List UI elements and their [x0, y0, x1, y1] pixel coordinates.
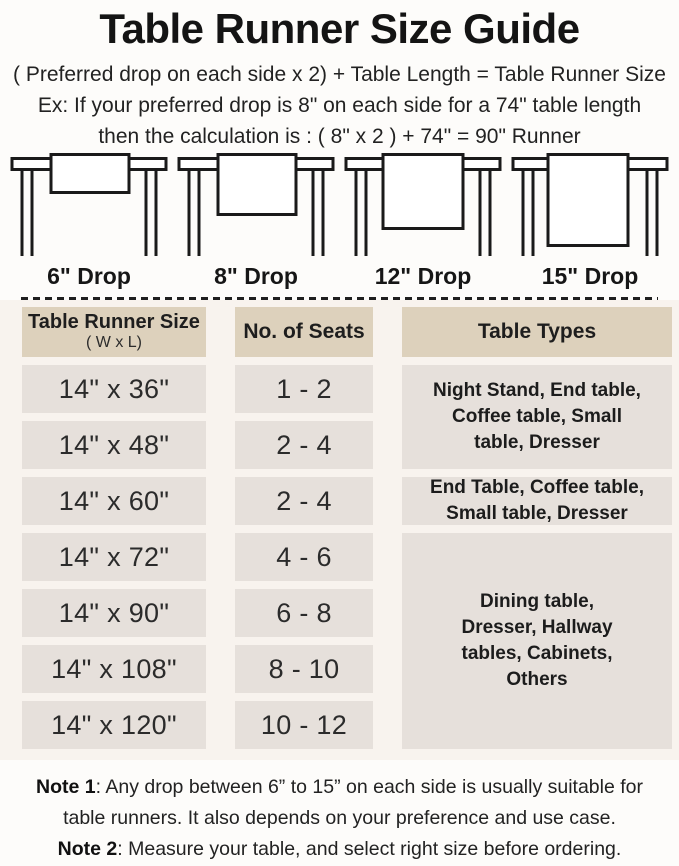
- note-1-label: Note 1: [35, 776, 96, 798]
- size-table: [0, 307, 679, 749]
- formula-text: ( Preferred drop on each side x 2) + Table Length = Table Runner Size: [13, 63, 666, 86]
- page-title: Table Runner Size Guide: [99, 5, 580, 52]
- seats-cell: 6 - 8: [235, 589, 373, 637]
- size-cell: 14" x 90": [22, 589, 206, 637]
- note-1: [6, 772, 673, 834]
- seats-cell: 1 - 2: [235, 365, 373, 413]
- example-line-1: Ex: If your preferred drop is 8" on each side for a 74" table length: [37, 94, 642, 117]
- note-2: [6, 834, 673, 865]
- note-2-label: Note 2: [57, 838, 118, 861]
- table-types-group-2: [402, 477, 672, 525]
- size-cell: 14" x 60": [22, 477, 206, 525]
- table-runner-15in-illustration: [510, 153, 670, 257]
- seats-cell: 2 - 4: [235, 421, 373, 469]
- drop-column-12in: [343, 153, 503, 290]
- table-types-group-2-line: Small table, Dresser: [446, 503, 628, 524]
- size-table-section: [0, 300, 679, 760]
- table-types-group-3-line: Others: [506, 669, 568, 691]
- table-types-group-3-line: tables, Cabinets,: [461, 643, 613, 664]
- header-seats: No. of Seats: [235, 307, 373, 357]
- drop-column-8in: [176, 153, 336, 290]
- table-types-group-3-line: Dining table,: [480, 590, 594, 612]
- seats-cell: 8 - 10: [235, 645, 373, 693]
- table-types-group-3-line: Dresser, Hallway: [461, 616, 613, 638]
- note-2-text: : Measure your table, and select right size before ordering.: [117, 838, 622, 861]
- seats-cell: 2 - 4: [235, 477, 373, 525]
- table-types-group-1: [402, 365, 672, 469]
- seats-cell: 4 - 6: [235, 533, 373, 581]
- header-table-types: Table Types: [402, 307, 672, 357]
- size-cell: 14" x 72": [22, 533, 206, 581]
- notes-section: [0, 760, 679, 866]
- drop-column-15in: [510, 153, 670, 290]
- size-cell: 14" x 48": [22, 421, 206, 469]
- drop-column-6in: [9, 153, 169, 290]
- size-cell: 14" x 36": [22, 365, 206, 413]
- note-1-text-line-1: : Any drop between 6” to 15” on each side is usually suitable for: [95, 776, 644, 798]
- seats-cell: 10 - 12: [235, 701, 373, 749]
- drop-label-8in: 8" Drop: [214, 263, 298, 289]
- size-cell: 14" x 120": [22, 701, 206, 749]
- drop-label-15in: 15" Drop: [541, 263, 639, 289]
- header-runner-size: [22, 307, 206, 357]
- table-types-group-1-line: table, Dresser: [474, 432, 600, 454]
- table-types-group-1-line: Night Stand, End table,: [433, 379, 641, 401]
- table-runner-6in-illustration: [9, 153, 169, 257]
- note-1-text-line-2: table runners. It also depends on your preference and use case.: [63, 807, 616, 830]
- drop-label-12in: 12" Drop: [374, 263, 472, 289]
- table-runner-12in-illustration: [343, 153, 503, 257]
- table-types-group-2-line: End Table, Coffee table,: [430, 476, 644, 498]
- drop-label-6in: 6" Drop: [47, 263, 131, 289]
- size-cell: 14" x 108": [22, 645, 206, 693]
- header-runner-size-sub: ( W x L): [86, 334, 142, 352]
- header-runner-size-title: Table Runner Size: [28, 311, 200, 334]
- drop-illustrations: [0, 149, 679, 290]
- table-types-group-1-line: Coffee table, Small: [452, 405, 622, 427]
- table-runner-8in-illustration: [176, 153, 336, 257]
- example-line-2: then the calculation is : ( 8" x 2 ) + 74" = 90" Runner: [98, 125, 581, 148]
- table-types-group-3: [402, 533, 672, 749]
